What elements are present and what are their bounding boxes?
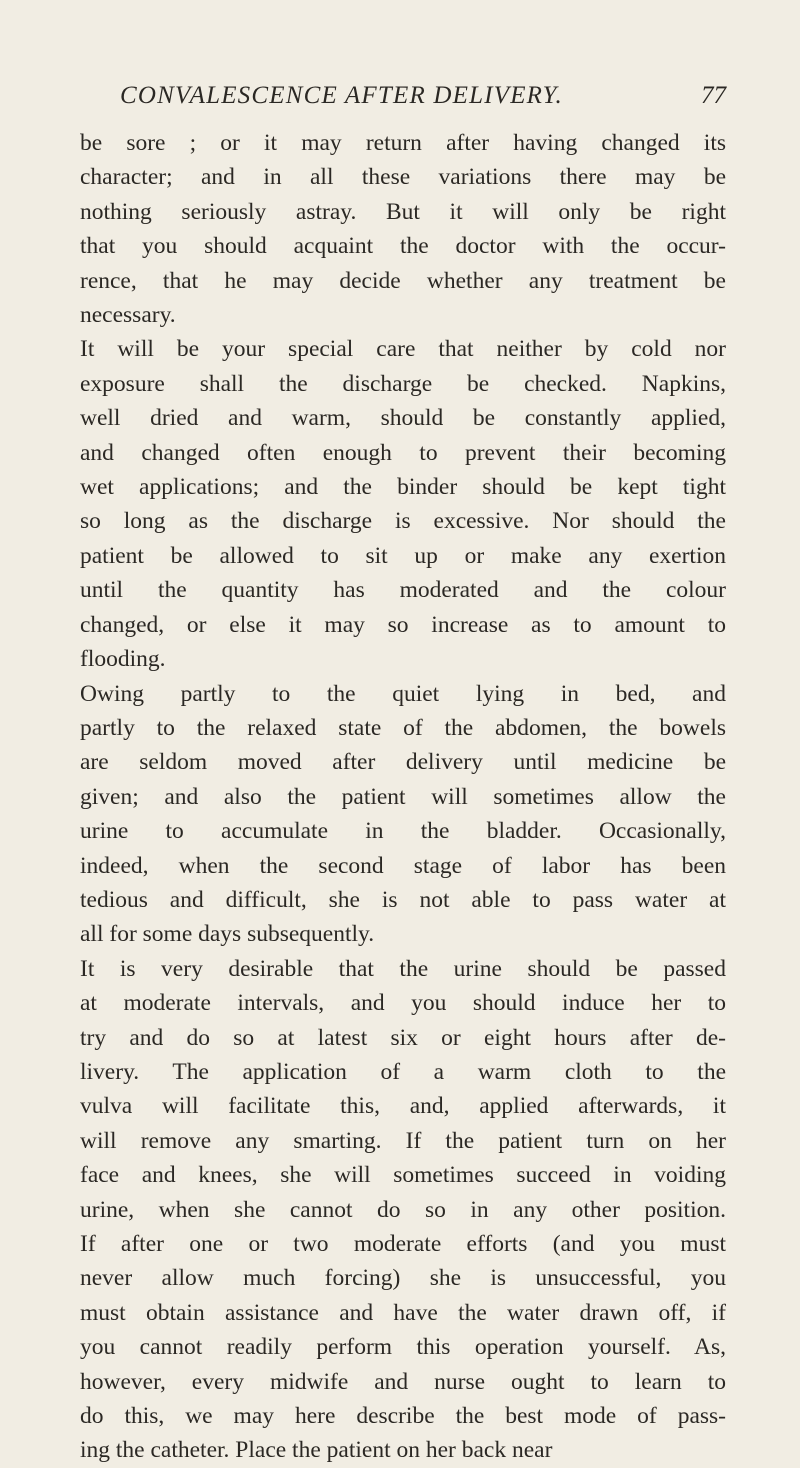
page-header xyxy=(80,76,726,116)
text-line: If after one or two moderate efforts (and you must xyxy=(80,1231,726,1257)
text-line: patient be allowed to sit up or make any exertion xyxy=(80,542,726,569)
text-line: It will be your special care that neither by cold nor xyxy=(80,336,726,363)
text-line: you cannot readily perform this operation yourself. As, xyxy=(80,1334,726,1361)
text-line: are seldom moved after delivery until medicine be xyxy=(80,749,726,776)
paragraph xyxy=(80,677,726,952)
text-line: be sore ; or it may return after having changed its xyxy=(80,130,726,156)
text-line: so long as the discharge is excessive. Nor should the xyxy=(80,508,726,535)
text-line: urine to accumulate in the bladder. Occasionally, xyxy=(80,818,726,845)
text-line: however, every midwife and nurse ought to learn to xyxy=(80,1368,726,1395)
text-line: It is very desirable that the urine should be passed xyxy=(80,955,726,982)
text-line: necessary. xyxy=(80,302,176,329)
text-line: must obtain assistance and have the water drawn off, if xyxy=(80,1299,726,1326)
text-line: well dried and warm, should be constantly applied, xyxy=(80,405,726,432)
text-line: will remove any smarting. If the patient turn on her xyxy=(80,1127,726,1154)
text-line: character; and in all these variations there may be xyxy=(80,164,726,191)
text-line: at moderate intervals, and you should induce her to xyxy=(80,990,726,1017)
text-line: try and do so at latest six or eight hours after de- xyxy=(80,1024,726,1051)
running-title: CONVALESCENCE AFTER DELIVERY. xyxy=(120,82,563,109)
paragraph xyxy=(80,952,726,1468)
text-line: and changed often enough to prevent their becoming xyxy=(80,439,726,466)
page-number: 77 xyxy=(701,82,726,109)
text-line: flooding. xyxy=(80,646,166,673)
text-line: indeed, when the second stage of labor has been xyxy=(80,852,726,879)
text-line: Owing partly to the quiet lying in bed, and xyxy=(80,680,726,707)
text-line: nothing seriously astray. But it will only be right xyxy=(80,198,726,225)
text-line: until the quantity has moderated and the colour xyxy=(80,577,726,604)
text-line: vulva will facilitate this, and, applied afterwards, it xyxy=(80,1093,726,1120)
text-line: rence, that he may decide whether any treatment be xyxy=(80,267,726,294)
text-line: urine, when she cannot do so in any other position. xyxy=(80,1196,726,1223)
text-line: partly to the relaxed state of the abdomen, the bowels xyxy=(80,714,726,741)
text-line: tedious and difficult, she is not able to pass water at xyxy=(80,886,726,913)
text-line: livery. The application of a warm cloth to the xyxy=(80,1058,726,1085)
text-line: that you should acquaint the doctor with the occur- xyxy=(80,233,726,260)
text-line: changed, or else it may so increase as to amount to xyxy=(80,611,726,638)
text-line: ing the catheter. Place the patient on her back near xyxy=(80,1437,553,1464)
text-line: given; and also the patient will sometimes allow the xyxy=(80,783,726,810)
text-line: face and knees, she will sometimes succeed in voiding xyxy=(80,1162,726,1189)
paragraph xyxy=(80,126,726,332)
text-line: do this, we may here describe the best mode of pass- xyxy=(80,1403,726,1430)
body-text xyxy=(80,126,726,1468)
paragraph xyxy=(80,332,726,676)
text-line: all for some days subsequently. xyxy=(80,921,375,948)
text-line: wet applications; and the binder should be kept tight xyxy=(80,474,726,501)
text-line: exposure shall the discharge be checked. Napkins, xyxy=(80,370,726,397)
text-line: never allow much forcing) she is unsuccessful, you xyxy=(80,1265,726,1292)
